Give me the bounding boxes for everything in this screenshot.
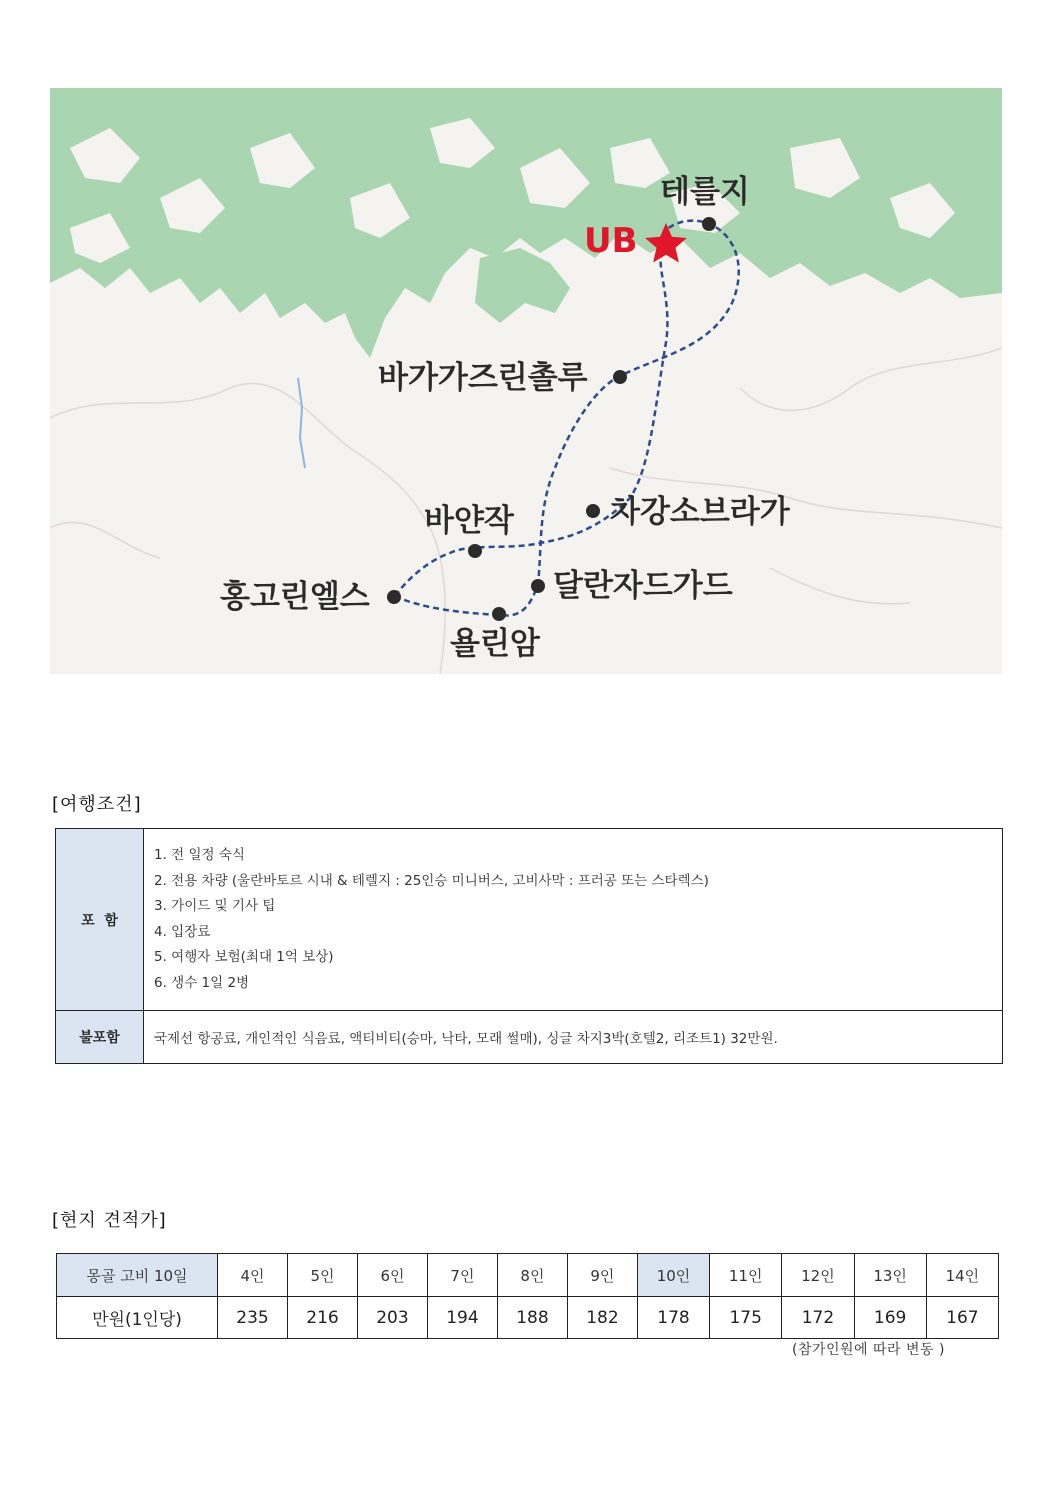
price-col-header: 6인 <box>357 1254 427 1297</box>
price-col-header: 12인 <box>782 1254 854 1297</box>
prices-title: [현지 견적가] <box>52 1210 167 1231</box>
excluded-text: 국제선 항공료, 개인적인 식음료, 액티비티(승마, 낙타, 모래 썰매), 싱글 차지3박(호텔2, 리조트1) 32만원. <box>144 1011 1003 1064</box>
point-tsagaan-suvarga <box>586 504 600 518</box>
price-value: 167 <box>926 1297 998 1339</box>
point-khongoryn-els <box>387 590 401 604</box>
label-dalanzadgad: 달란자드가드 <box>553 568 733 604</box>
label-bayanzag: 바얀작 <box>424 503 514 539</box>
price-value: 172 <box>782 1297 854 1339</box>
price-value: 216 <box>287 1297 357 1339</box>
point-yolyn-am <box>492 607 506 621</box>
conditions-title: [여행조건] <box>52 794 142 815</box>
price-col-header: 13인 <box>854 1254 926 1297</box>
included-list <box>154 843 990 996</box>
point-bayanzag <box>468 544 482 558</box>
included-item: 3. 가이드 및 기사 팁 <box>154 898 276 914</box>
excluded-label: 불포함 <box>56 1011 144 1064</box>
price-col-header: 9인 <box>567 1254 637 1297</box>
label-tsagaan-suvarga: 차강소브라가 <box>610 494 790 530</box>
excluded-row <box>56 1011 1003 1064</box>
price-col-header: 8인 <box>497 1254 567 1297</box>
included-row <box>56 829 1003 1011</box>
label-terelj: 테를지 <box>660 174 750 210</box>
point-dalanzadgad <box>531 579 545 593</box>
price-col-header: 4인 <box>218 1254 288 1297</box>
price-table <box>56 1253 999 1339</box>
price-col-header: 7인 <box>427 1254 497 1297</box>
price-value: 182 <box>567 1297 637 1339</box>
included-label: 포 함 <box>56 829 144 1011</box>
price-value-first: 만원(1인당) <box>57 1297 218 1339</box>
included-item: 5. 여행자 보험(최대 1억 보상) <box>154 949 334 965</box>
price-col-header: 11인 <box>710 1254 782 1297</box>
price-value: 203 <box>357 1297 427 1339</box>
price-value: 178 <box>637 1297 709 1339</box>
price-value: 169 <box>854 1297 926 1339</box>
included-item: 2. 전용 차량 (울란바토르 시내 & 테렐지 : 25인승 미니버스, 고비사막 : 프러공 또는 스타렉스) <box>154 872 709 889</box>
label-baga-gazriin: 바가가즈린촐루 <box>378 360 588 396</box>
price-col-header: 14인 <box>926 1254 998 1297</box>
included-item: 4. 입장료 <box>154 923 211 940</box>
included-cell <box>144 829 1003 1011</box>
price-value: 175 <box>710 1297 782 1339</box>
price-col-header: 5인 <box>287 1254 357 1297</box>
price-value: 235 <box>218 1297 288 1339</box>
price-header-first: 몽골 고비 10일 <box>57 1254 218 1297</box>
route-map <box>50 88 1002 674</box>
included-item: 6. 생수 1일 2병 <box>154 974 250 991</box>
price-header-row <box>57 1254 999 1297</box>
price-col-header-highlight: 10인 <box>637 1254 709 1297</box>
price-value-row <box>57 1297 999 1339</box>
point-terelj <box>702 217 716 231</box>
price-value: 188 <box>497 1297 567 1339</box>
label-khongoryn-els: 홍고린엘스 <box>220 579 370 615</box>
price-value: 194 <box>427 1297 497 1339</box>
label-yolyn-am: 욜린암 <box>450 626 540 662</box>
label-ub: UB <box>584 221 638 261</box>
point-baga-gazriin <box>613 370 627 384</box>
included-item: 1. 전 일정 숙식 <box>154 847 245 863</box>
price-note: (참가인원에 따라 변동 ) <box>792 1342 945 1358</box>
conditions-table <box>55 828 1003 1064</box>
